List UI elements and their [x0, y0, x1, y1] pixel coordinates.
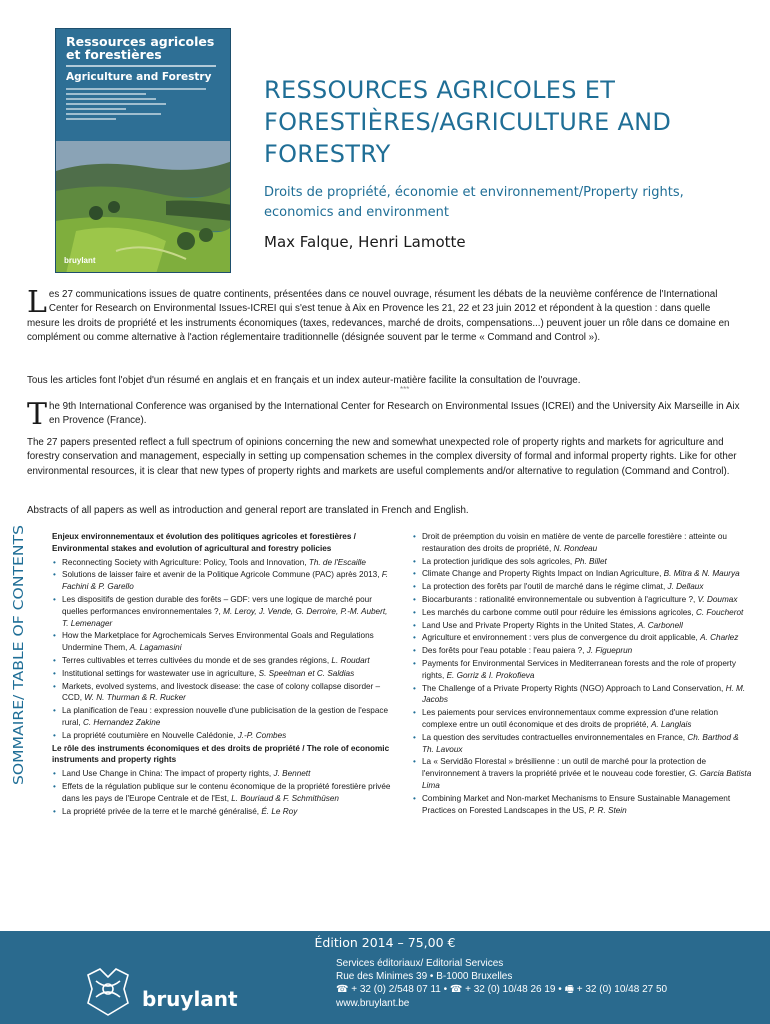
- toc-entry-author: L. Bouriaud & F. Schmithüsen: [231, 793, 339, 803]
- toc-entry-title: La propriété privée de la terre et le marché généralisé,: [62, 806, 262, 816]
- toc-entry-author: M. Leroy, J. Vende, G. Derroire, P.-M. Aubert, T. Lemenager: [62, 606, 388, 628]
- contact-website[interactable]: www.bruylant.be: [336, 997, 410, 1009]
- toc-entry-author: V. Doumax: [697, 594, 738, 604]
- edition-price: Édition 2014 – 75,00 €: [314, 935, 456, 950]
- toc-entry-title: Agriculture et environnement : vers plus de convergence du droit applicable,: [422, 633, 701, 643]
- toc-entry-title: Markets, evolved systems, and livestock disease: the case of colony collapse disorder – CCD,: [62, 681, 381, 703]
- toc-entry: [412, 707, 752, 731]
- toc-entry-author: G. Garcia Batista Lima: [422, 769, 752, 790]
- cover-text-lines: [66, 88, 222, 120]
- toc-entry-author: L. Roudart: [331, 655, 370, 665]
- toc-entry-title: Des forêts pour l'eau potable : l'eau paiera ?,: [422, 646, 587, 656]
- toc-entry-author: C. Hernandez Zakine: [82, 717, 161, 727]
- toc-entry-author: Ph. Billet: [574, 556, 607, 566]
- toc-entry-title: Droit de préemption du voisin en matière de vente de parcelle forestière : atteinte ou restauration des droits de propriété,: [422, 532, 727, 553]
- toc-entry: [52, 655, 392, 667]
- cover-subtitle-fr-lines: [66, 63, 222, 69]
- contact-services: Services éditoriaux/ Editorial Services: [336, 958, 504, 969]
- toc-entry: [412, 581, 752, 593]
- toc-entry-author: J. Figueprun: [586, 646, 633, 656]
- description-en: The 9th International Conference was organised by the International Center for Research on Environmental Issues (ICREI) and the University Aix Marseille in Aix en Provence (France).: [27, 397, 740, 432]
- toc-entry: [52, 730, 392, 742]
- toc-entry: [52, 668, 392, 680]
- toc-entry-author: A. Carbonell: [637, 620, 683, 630]
- book-cover: [55, 28, 231, 273]
- toc-entry-title: Institutional settings for wastewater use in agriculture,: [62, 668, 259, 678]
- toc-entry-title: La propriété coutumière en Nouvelle Calédonie,: [62, 730, 238, 740]
- description-fr: Les 27 communications issues de quatre continents, présentées dans ce nouvel ouvrage, résument les débats de la neuvième conférence de l'International Center for Research on Environmental Issues-ICREI qui s'est tenue à Aix en Provence les 21, 22 et 23 juin 2012 et répondent à la question : dans quelle mesure les droits de propriété et les instruments économiques (taxes, redevances, marché de droits, compensations...) peuvent jouer un rôle dans ce domaine en complément ou comme alternative à l'action réglementaire traditionnelle (désignée souvent par le terme « Command and Control »).: [27, 285, 730, 344]
- toc-entry-author: N. Rondeau: [553, 543, 598, 553]
- toc-entry: [52, 681, 392, 705]
- toc-entry: [412, 620, 752, 632]
- book-subtitle: Droits de propriété, économie et environnement/Property rights, economics and environment: [264, 185, 684, 220]
- toc-entry: [52, 705, 392, 729]
- bruylant-logo-icon: [78, 961, 138, 1021]
- publisher-name: bruylant: [142, 987, 238, 1011]
- toc-entry-author: F. Fachini & P. Garello: [62, 570, 389, 592]
- toc-entry-author: J.-P. Combes: [237, 730, 287, 740]
- toc-entry: [52, 569, 392, 593]
- section-divider: ***: [400, 385, 410, 394]
- toc-entry-title: Land Use Change in China: The impact of property rights,: [62, 769, 274, 779]
- toc-entry-title: Effets de la régulation publique sur le contenu économique de la propriété forestière privée dans les pays de l'Europe Centrale et de l'Est,: [62, 781, 391, 803]
- toc-entry-title: Les paiements pour services environnementaux comme expression d'une relation complexe entre un outil économique et des droits de propriété,: [422, 708, 719, 729]
- toc-entry-author: C. Foucherot: [695, 607, 744, 617]
- toc-entry-title: The Challenge of a Private Property Rights (NGO) Approach to Land Conservation,: [422, 683, 726, 693]
- toc-entry-author: W. N. Thurman & R. Rucker: [84, 693, 186, 703]
- footer-band: [0, 931, 770, 1024]
- book-authors: Max Falque, Henri Lamotte: [264, 233, 466, 251]
- toc-entry-title: Climate Change and Property Rights Impact on Indian Agriculture,: [422, 569, 664, 579]
- toc-entry: [412, 683, 752, 707]
- toc-entry-author: E. Gorriz & I. Prokofieva: [446, 670, 535, 680]
- toc-entry: [412, 607, 752, 619]
- toc-right-column: [412, 531, 752, 817]
- description-en-2: The 27 papers presented reflect a full spectrum of opinions concerning the new and somewhat unexpected role of property rights and markets for agriculture and forestry conservation and management, especially in setting up compensation schemes in the complex diversity of formal and informal property rights. Like for other environmental resources, it is clear that new types of property rights and markets are useful complements and/or alternative to regulation (Command and Control).: [27, 437, 737, 477]
- description-en-3: Abstracts of all papers as well as introduction and general report are translated in French and English.: [27, 505, 469, 516]
- toc-entry-title: La protection des forêts par l'outil de marché dans le régime climat,: [422, 582, 668, 592]
- svg-text:SOMMAIRE/ TABLE OF CONTENTS: SOMMAIRE/ TABLE OF CONTENTS: [11, 559, 27, 785]
- toc-entry: [52, 781, 392, 805]
- contact-info: [336, 957, 667, 1010]
- toc-entry-title: Solutions de laisser faire et avenir de la Politique Agricole Commune (PAC) après 2013,: [62, 570, 382, 580]
- cover-publisher: bruylant: [64, 256, 96, 265]
- toc-section-heading: Enjeux environnementaux et évolution des politiques agricoles et forestières / Environmental stakes and evolution of agricultural and forestry policies: [52, 532, 356, 553]
- toc-entry: [52, 768, 392, 780]
- toc-entry-author: A. Lagamasini: [129, 643, 182, 653]
- toc-entry-title: Combining Market and Non-market Mechanisms to Ensure Sustainable Management Practices on Forested Landscapes in the US,: [422, 793, 731, 815]
- drop-cap-en: T: [27, 397, 48, 432]
- toc-entry-author: B. Mitra & N. Maurya: [663, 569, 740, 579]
- toc-entry-title: Terres cultivables et terres cultivées du monde et de ses grandes régions,: [62, 655, 332, 665]
- cover-title-en: Agriculture and Forestry: [66, 71, 212, 83]
- book-title: RESSOURCES AGRICOLES ET FORESTIÈRES/AGRICULTURE AND FORESTRY: [264, 76, 672, 168]
- toc-entry-author: H. M. Jacobs: [422, 683, 746, 705]
- toc-entry-title: La « Servidão Florestal » brésilienne : un outil de marché pour la protection de l'environnement à travers la propriété privée et le nouveau code forestier,: [422, 757, 706, 779]
- drop-cap-fr: L: [27, 285, 47, 320]
- toc-entry-author: A. Charlez: [700, 633, 739, 643]
- toc-entry-author: Th. de l'Escaille: [308, 557, 366, 567]
- toc-entry-title: Les marchés du carbone comme outil pour réduire les émissions agricoles,: [422, 607, 696, 617]
- toc-entry-author: É. Le Roy: [261, 806, 298, 816]
- toc-entry: [52, 557, 392, 569]
- toc-entry-author: J. Bennett: [273, 769, 311, 779]
- toc-entry-title: Reconnecting Society with Agriculture: Policy, Tools and Innovation,: [62, 557, 309, 567]
- toc-entry: [412, 732, 752, 756]
- toc-entry-title: La question des servitudes contractuelles environnementales en France,: [422, 732, 688, 742]
- toc-entry: [52, 630, 392, 654]
- toc-section-heading: Le rôle des instruments économiques et des droits de propriété / The role of economic instruments and property rights: [52, 743, 390, 765]
- toc-entry-title: Les dispositifs de gestion durable des forêts – GDF: vers une logique de marché pour quelles performances environnementales ?,: [62, 594, 372, 616]
- toc-entry: [412, 568, 752, 580]
- toc-entry-author: A. Langlais: [650, 719, 692, 729]
- toc-entry: [52, 806, 392, 818]
- toc-entry-author: S. Speelman et C. Saldias: [258, 668, 355, 678]
- toc-entry-author: P. R. Stein: [588, 805, 627, 815]
- toc-entry: [412, 531, 752, 555]
- toc-vertical-label: [7, 522, 29, 787]
- toc-entry-author: Ch. Barthod & Th. Lavoux: [422, 732, 739, 754]
- description-fr-note: Tous les articles font l'objet d'un résumé en anglais et en français et un index auteur-matière facilite la consultation de l'ouvrage.: [27, 375, 581, 386]
- toc-entry: [412, 556, 752, 568]
- toc-entry: [412, 594, 752, 606]
- toc-entry-title: Payments for Environmental Services in Mediterranean forests and the role of property rights,: [422, 658, 737, 680]
- toc-entry: [412, 793, 752, 817]
- toc-entry: [412, 632, 752, 644]
- toc-entry: [412, 756, 752, 791]
- toc-entry: [412, 645, 752, 657]
- cover-header: [56, 29, 230, 120]
- toc-entry-title: Land Use and Private Property Rights in the United States,: [422, 620, 638, 630]
- contact-phones: ☎ + 32 (0) 2/548 07 11 • ☎ + 32 (0) 10/48 26 19 • 🖷 + 32 (0) 10/48 27 50: [336, 984, 668, 996]
- cover-title-fr: Ressources agricoles et forestières: [66, 34, 215, 62]
- contact-address: Rue des Minimes 39 • B-1000 Bruxelles: [336, 971, 513, 983]
- toc-entry-title: La planification de l'eau : expression nouvelle d'une publicisation de la gestion de l'espace rural,: [62, 706, 389, 727]
- toc-entry: [412, 658, 752, 682]
- cover-landscape-photo: [56, 141, 231, 273]
- toc-entry-title: La protection juridique des sols agricoles,: [422, 556, 575, 566]
- toc-entry-title: How the Marketplace for Agrochemicals Serves Environmental Goals and Regulations Undermine Them,: [62, 631, 374, 653]
- toc-entry-author: J. Dellaux: [667, 582, 704, 592]
- toc-entry: [52, 594, 392, 629]
- toc-entry-title: Biocarburants : rationalité environnementale ou subvention à l'agriculture ?,: [422, 594, 698, 604]
- toc-left-column: [52, 531, 392, 818]
